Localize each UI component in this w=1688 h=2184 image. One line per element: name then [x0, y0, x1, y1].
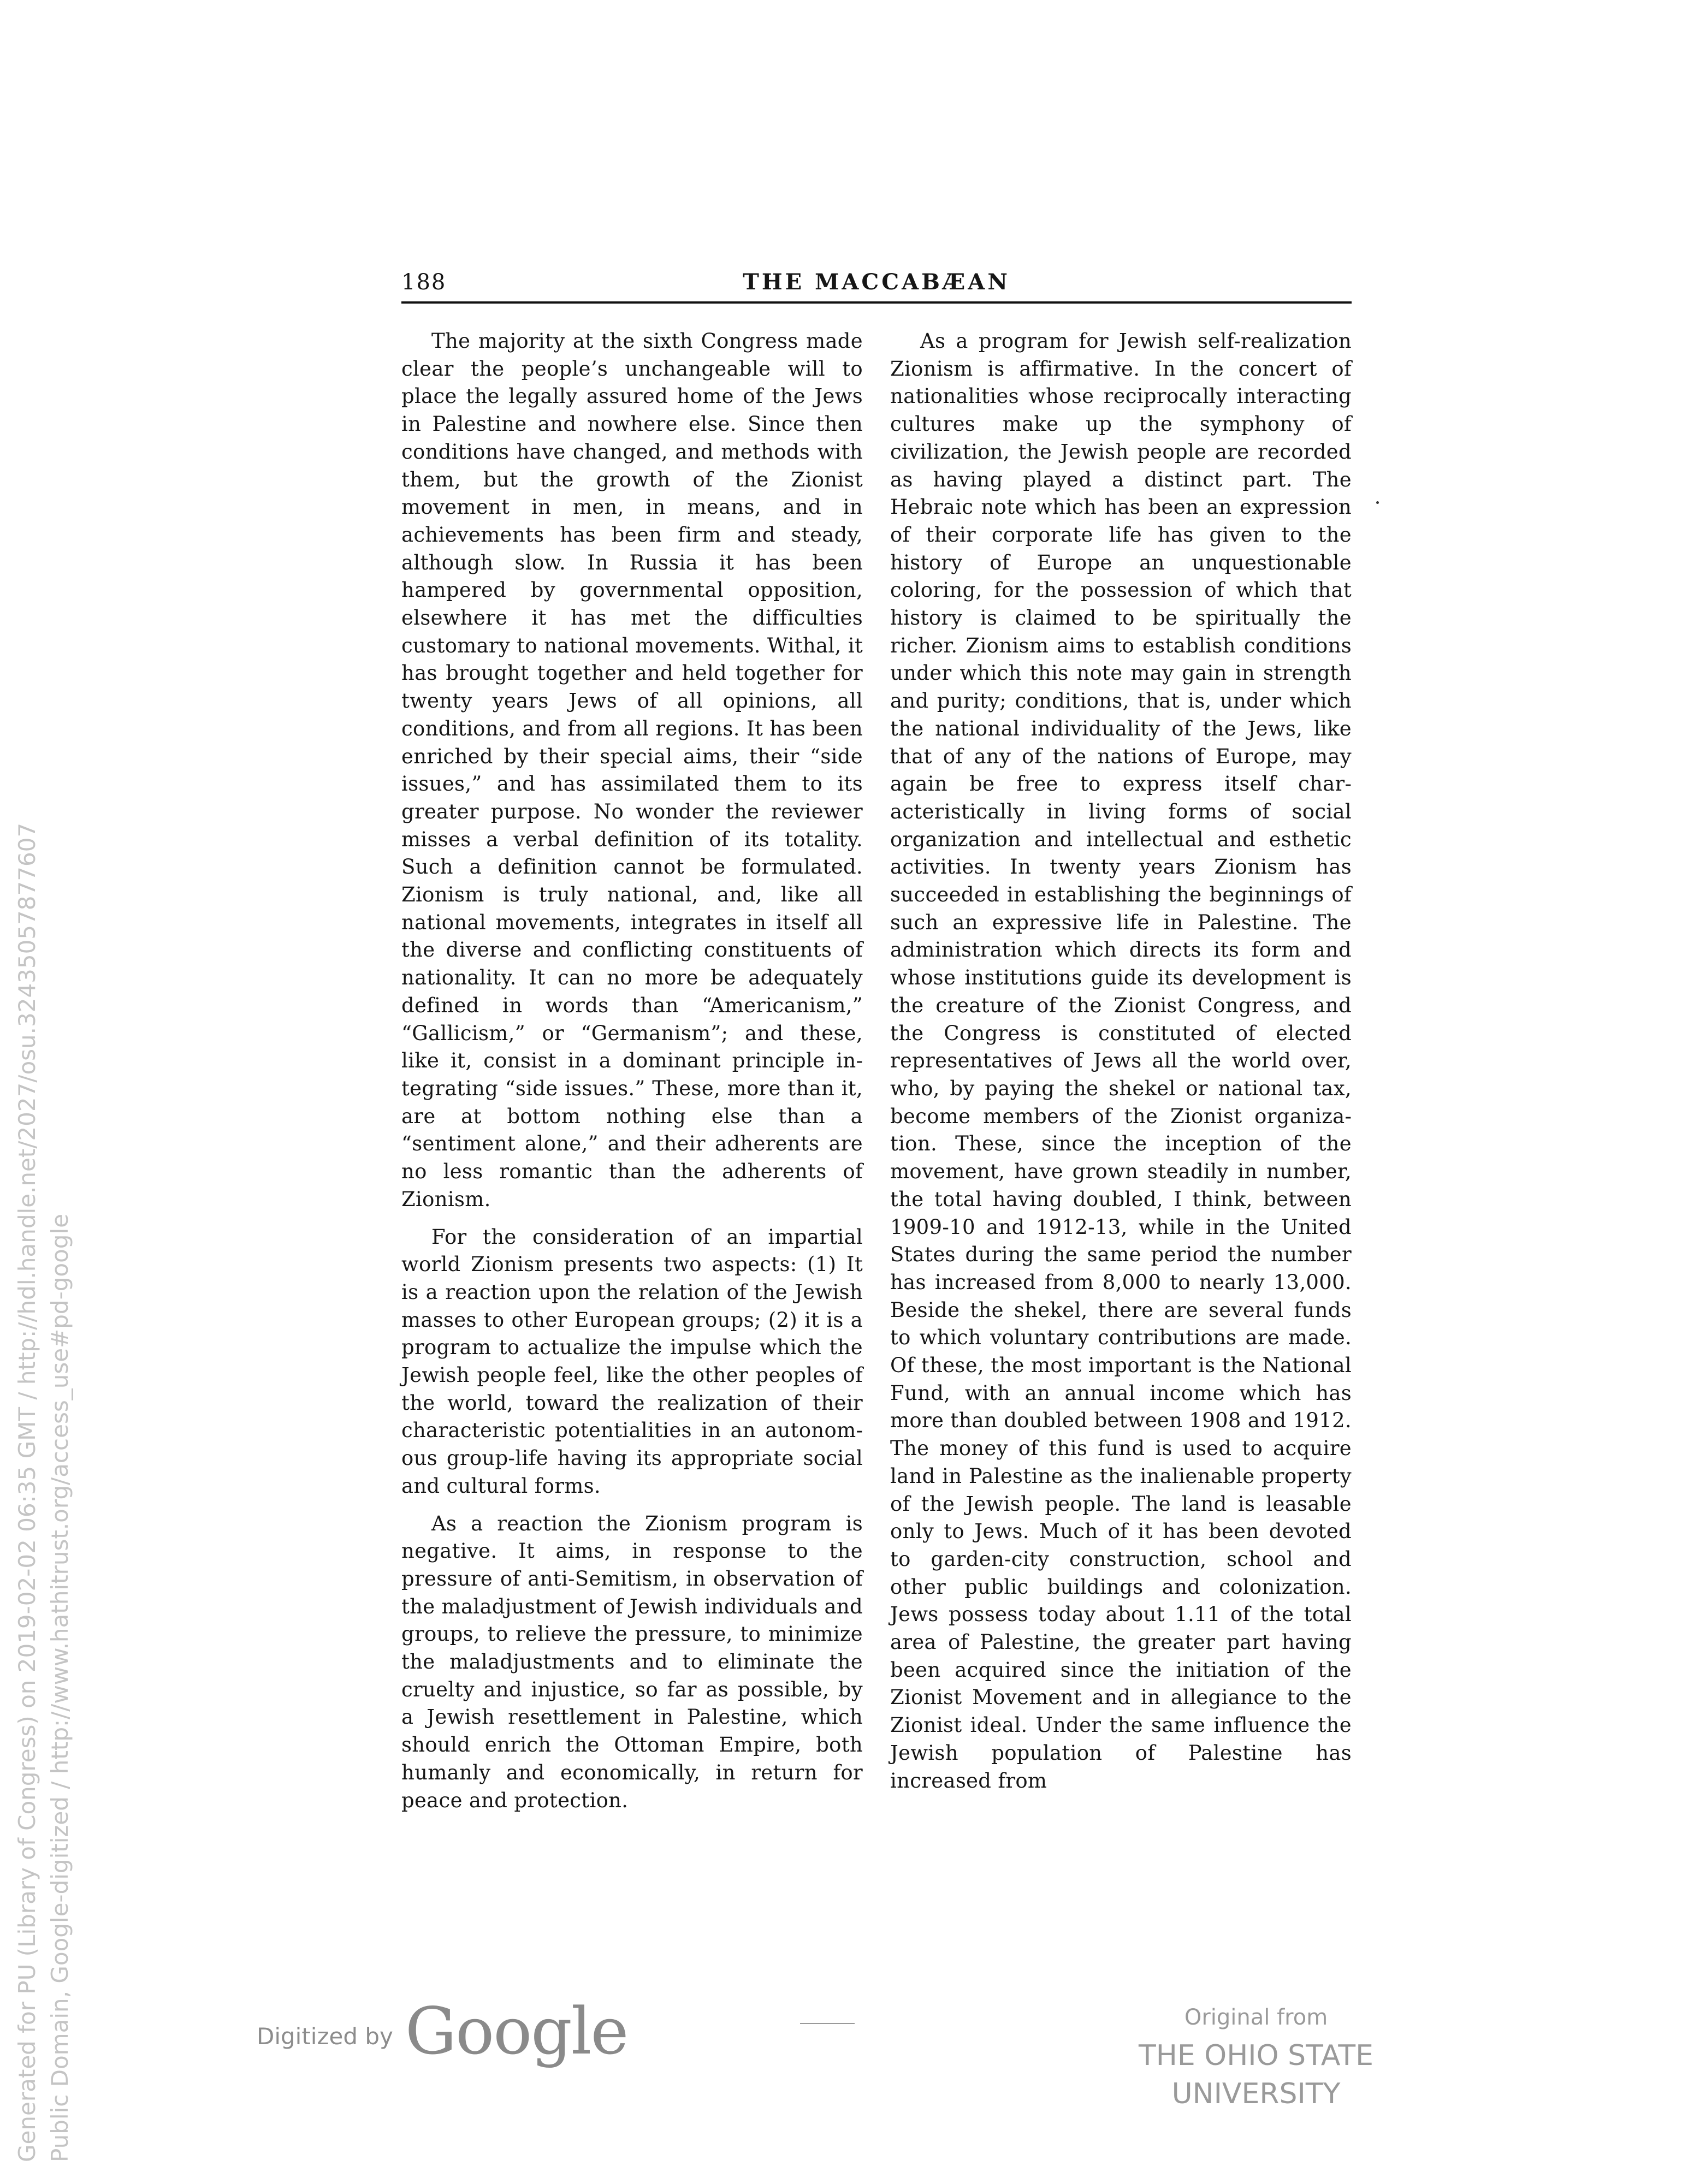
institution-name: THE OHIO STATE UNIVERSITY — [1139, 2039, 1373, 2110]
scan-speck — [1376, 501, 1379, 504]
original-from-label: Original from — [1184, 2005, 1328, 2030]
journal-title: THE MACCABÆAN — [743, 269, 1010, 295]
watermark-line: Generated for PU (Library of Congress) on 2019-02-02 06:35 GMT / http://hdl.handle.net/2027/osu.32435057877607 — [14, 822, 40, 2162]
digitized-by-google — [257, 1987, 628, 2069]
watermark-line: Public Domain, Google-digitized / http://www.hathitrust.org/access_use#pd-google — [46, 1214, 73, 2162]
paragraph: The majority at the sixth Congress made clear the people’s unchangeable will to place the legally assured home of the Jews in Palestine and nowhere else. Since then conditions have changed, and methods with them, but the growth of the Zionist movement in men, in means, and in achievements has been firm and steady, although slow. In Russia it has been hampered by governmental opposition, elsewhere it has met the difficulties customary to national movements. Withal, it has brought together and held together for twenty years Jews of all opinions, all conditions, and from all regions. It has been enriched by their special aims, their “side issues,” and has assimilated them to its greater purpose. No wonder the reviewer misses a verbal definition of its totality. Such a definition cannot be formulated. Zionism is truly national, and, like all national movements, integrates in itself all the diverse and conflicting constituents of nationality. It can no more be adequately defined in words than “Americanism,” “Gallicism,” or “Germanism”; and these, like it, consist in a dominant principle integrating “side issues.” These, more than it, are at bottom nothing else than a “sentiment alone,” and their adherents are no less romantic than the adherents of Zionism. — [401, 329, 863, 1211]
digitized-by-label: Digitized by — [257, 2023, 393, 2050]
paragraph: As a reaction the Zionism program is negative. It aims, in response to the pressure of anti-Semitism, in observation of the maladjustment of Jewish individuals and groups, to relieve the pressure, to minimize the maladjustments and to eliminate the cruelty and injustice, so far as possible, by a Jewish resettlement in Palestine, which should enrich the Ottoman Empire, both humanly and economically, in return for peace and protection. — [401, 1511, 863, 1812]
right-column — [890, 328, 1352, 1795]
paragraph: For the consideration of an impartial world Zionism presents two aspects: (1) It is a reaction upon the relation of the Jewish masses to other European groups; (2) it is a program to actualize the impulse which the Jewish people feel, like the other peoples of the world, toward the realization of their characteristic potentialities in an autonomous group-life having its appropriate social and cultural forms. — [401, 1225, 863, 1498]
left-column — [401, 328, 863, 1814]
original-source — [1054, 2004, 1458, 2113]
footer-rule — [800, 2023, 855, 2024]
paragraph: As a program for Jewish self-realization Zionism is affirmative. In the concert of nationalities whose reciprocally interacting cultures make up the symphony of civilization, the Jewish people are recorded as having played a distinct part. The Hebraic note which has been an expression of their corporate life has given to the history of Europe an unquestionable coloring, for the possession of which that history is claimed to be spiritually the richer. Zionism aims to establish conditions under which this note may gain in strength and purity; conditions, that is, under which the national individuality of the Jews, like that of any of the nations of Europe, may again be free to express itself characteristically in living forms of social organization and intellectual and esthetic activities. In twenty years Zionism has succeeded in establishing the beginnings of such an expressive life in Palestine. The administration which directs its form and whose institutions guide its development is the creature of the Zionist Congress, and the Congress is constituted of elected representatives of Jews all the world over, who, by paying the shekel or national tax, become members of the Zionist organization. These, since the inception of the movement, have grown steadily in number, the total having doubled, I think, between 1909-10 and 1912-13, while in the United States during the same period the number has increased from 8,000 to nearly 13,000. Beside the shekel, there are several funds to which voluntary contributions are made. Of these, the most important is the National Fund, with an annual income which has more than doubled between 1908 and 1912. The money of this fund is used to acquire land in Palestine as the inalienable property of the Jewish people. The land is leasable only to Jews. Much of it has been devoted to garden-city construction, school and other public buildings and colonization. Jews possess today about 1.11 of the total area of Palestine, the greater part having been acquired since the initiation of the Zionist Movement and in allegiance to the Zionist ideal. Under the same influence the Jewish population of Palestine has increased from — [890, 329, 1352, 1793]
hathitrust-watermark — [11, 823, 76, 2162]
page-number: 188 — [401, 270, 447, 295]
google-logo: Google — [405, 1993, 628, 2069]
running-header — [401, 269, 1352, 304]
